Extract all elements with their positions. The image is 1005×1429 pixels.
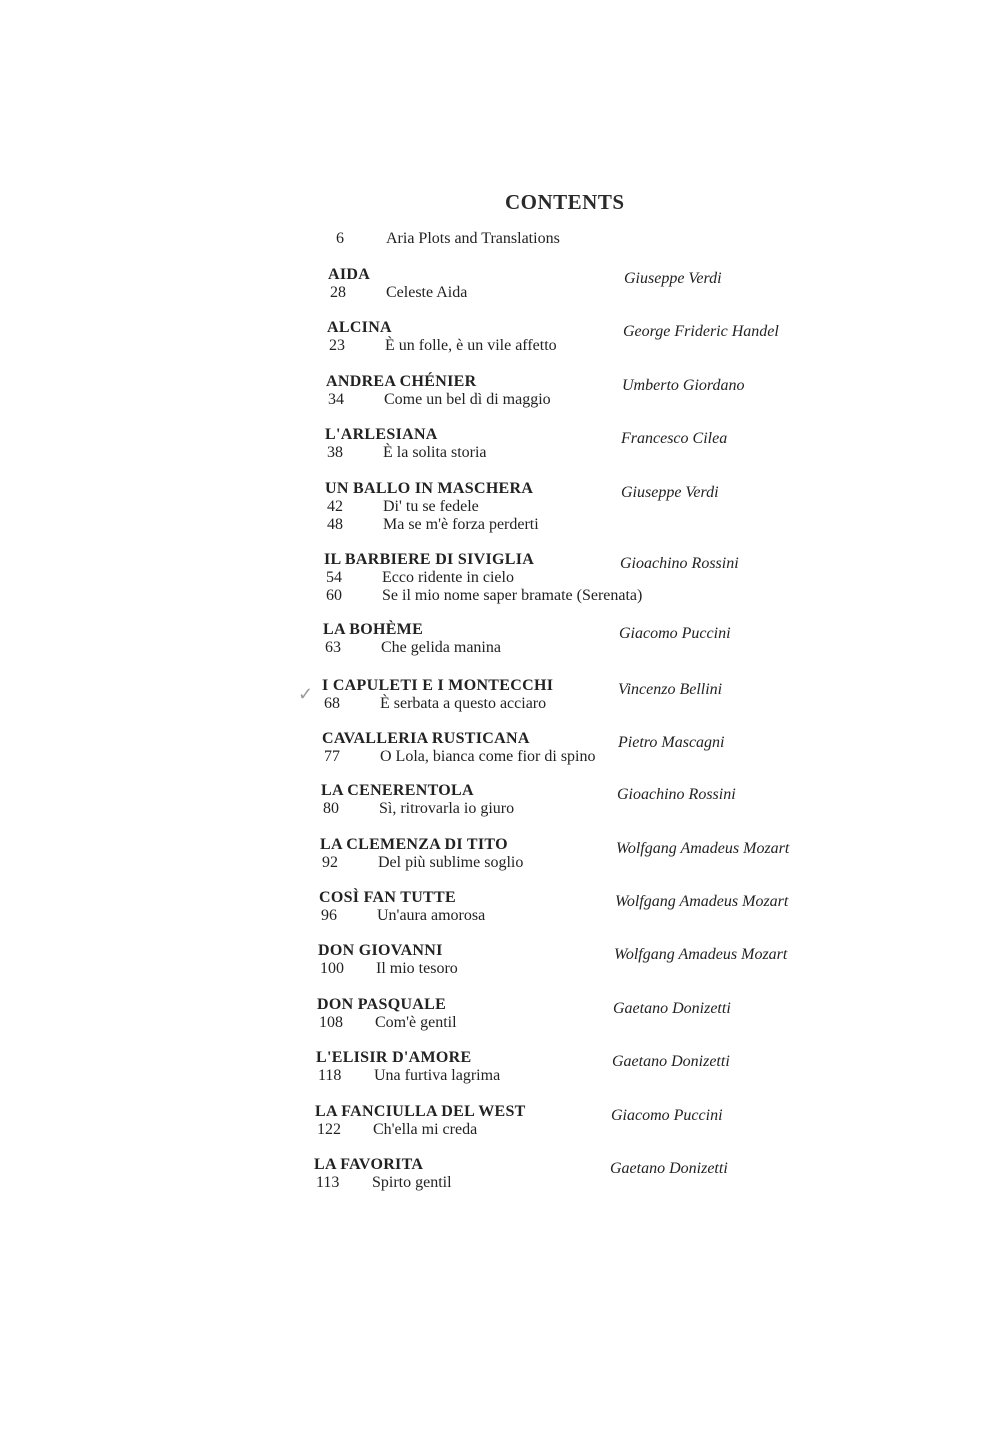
opera-entry — [322, 730, 802, 770]
page-number: 100 — [320, 960, 344, 977]
page-number: 42 — [327, 498, 343, 515]
aria-title: Di' tu se fedele — [383, 498, 479, 515]
opera-entry — [323, 621, 803, 661]
aria-title: Ecco ridente in cielo — [382, 569, 514, 586]
composer-name: Pietro Mascagni — [618, 734, 725, 751]
pencil-check-mark: ✓ — [298, 684, 314, 704]
aria-entry[interactable] — [326, 587, 642, 605]
opera-title: CAVALLERIA RUSTICANA — [322, 730, 530, 747]
aria-entry[interactable] — [316, 1174, 452, 1192]
page-number: 28 — [330, 284, 346, 301]
page-number: 92 — [322, 854, 338, 871]
opera-entry — [324, 551, 804, 604]
page-number: 96 — [321, 907, 337, 924]
aria-entry[interactable] — [324, 695, 546, 713]
composer-name: Gaetano Donizetti — [613, 1000, 731, 1017]
opera-title: LA FAVORITA — [314, 1156, 424, 1173]
aria-title: Se il mio nome saper bramate (Serenata) — [382, 587, 643, 604]
aria-title: Il mio tesoro — [376, 960, 458, 977]
opera-entry — [325, 480, 805, 533]
aria-title: Una furtiva lagrima — [374, 1067, 501, 1084]
aria-entry[interactable] — [325, 639, 501, 657]
composer-name: Gaetano Donizetti — [612, 1053, 730, 1070]
opera-entry — [317, 996, 797, 1036]
opera-title: DON GIOVANNI — [318, 942, 443, 959]
composer-name: Umberto Giordano — [622, 377, 745, 394]
composer-name: Francesco Cilea — [621, 430, 728, 447]
aria-entry[interactable] — [327, 444, 487, 462]
aria-title: Ch'ella mi creda — [373, 1121, 478, 1138]
opera-entry — [325, 426, 805, 466]
aria-title: Un'aura amorosa — [377, 907, 486, 924]
aria-entry[interactable] — [319, 1014, 457, 1032]
composer-name: George Frideric Handel — [623, 323, 779, 340]
aria-title: Del più sublime soglio — [378, 854, 524, 871]
aria-entry[interactable] — [318, 1067, 500, 1085]
aria-title: Che gelida manina — [381, 639, 501, 656]
page-number: 77 — [324, 748, 340, 765]
aria-entry[interactable] — [321, 907, 485, 925]
aria-entry[interactable] — [317, 1121, 477, 1139]
aria-entry[interactable] — [330, 284, 467, 302]
opera-title: L'ARLESIANA — [325, 426, 438, 443]
opera-title: LA FANCIULLA DEL WEST — [315, 1103, 526, 1120]
opera-title: COSÌ FAN TUTTE — [319, 889, 456, 906]
aria-entry[interactable] — [322, 854, 523, 872]
opera-entry — [327, 319, 807, 359]
aria-title: Spirto gentil — [372, 1174, 452, 1191]
aria-title: Celeste Aida — [386, 284, 468, 301]
composer-name: Giacomo Puccini — [619, 625, 731, 642]
page-title: CONTENTS — [505, 190, 625, 214]
aria-title: Com'è gentil — [375, 1014, 457, 1031]
page-number: 122 — [317, 1121, 341, 1138]
page-number: 6 — [336, 230, 344, 247]
opera-title: ANDREA CHÉNIER — [326, 373, 477, 390]
composer-name: Gioachino Rossini — [617, 786, 736, 803]
page-number: 60 — [326, 587, 342, 604]
page-number: 23 — [329, 337, 345, 354]
page-number: 63 — [325, 639, 341, 656]
opera-entry — [314, 1156, 794, 1196]
composer-name: Giuseppe Verdi — [624, 270, 722, 287]
page-number: 54 — [326, 569, 342, 586]
aria-title: Sì, ritrovarla io giuro — [379, 800, 515, 817]
opera-entry — [322, 677, 802, 717]
page-number: 34 — [328, 391, 344, 408]
opera-title: LA CENERENTOLA — [321, 782, 474, 799]
opera-entry — [316, 1049, 796, 1089]
opera-entry — [326, 373, 806, 413]
opera-entry — [328, 266, 808, 306]
opera-title: I CAPULETI E I MONTECCHI — [322, 677, 554, 694]
intro-entry[interactable] — [336, 230, 560, 248]
opera-entry — [321, 782, 801, 822]
page-number: 113 — [316, 1174, 340, 1191]
opera-title: ALCINA — [327, 319, 392, 336]
page-number: 108 — [319, 1014, 343, 1031]
opera-title: L'ELISIR D'AMORE — [316, 1049, 472, 1066]
page-number: 80 — [323, 800, 339, 817]
page-number: 68 — [324, 695, 340, 712]
aria-title: È la solita storia — [383, 444, 487, 461]
aria-entry[interactable] — [326, 569, 514, 587]
composer-name: Gaetano Donizetti — [610, 1160, 728, 1177]
composer-name: Wolfgang Amadeus Mozart — [616, 840, 790, 857]
opera-title: AIDA — [328, 266, 371, 283]
aria-entry[interactable] — [320, 960, 458, 978]
opera-title: DON PASQUALE — [317, 996, 447, 1013]
aria-title: Come un bel dì di maggio — [384, 391, 551, 408]
aria-entry[interactable] — [329, 337, 557, 355]
aria-title: Ma se m'è forza perderti — [383, 516, 539, 533]
opera-entry — [319, 889, 799, 929]
aria-entry[interactable] — [327, 498, 479, 516]
composer-name: Gioachino Rossini — [620, 555, 739, 572]
page-number: 48 — [327, 516, 343, 533]
aria-entry[interactable] — [323, 800, 514, 818]
page-number: 118 — [318, 1067, 342, 1084]
opera-title: UN BALLO IN MASCHERA — [325, 480, 534, 497]
opera-entry — [315, 1103, 795, 1143]
aria-title: È serbata a questo acciaro — [380, 695, 547, 712]
aria-entry[interactable] — [324, 748, 596, 766]
opera-title: IL BARBIERE DI SIVIGLIA — [324, 551, 535, 568]
page-number: 38 — [327, 444, 343, 461]
opera-title: LA BOHÈME — [323, 621, 424, 638]
composer-name: Giacomo Puccini — [611, 1107, 723, 1124]
aria-title: È un folle, è un vile affetto — [385, 337, 557, 354]
composer-name: Vincenzo Bellini — [618, 681, 723, 698]
composer-name: Wolfgang Amadeus Mozart — [615, 893, 789, 910]
composer-name: Giuseppe Verdi — [621, 484, 719, 501]
opera-entry — [318, 942, 798, 982]
aria-title: O Lola, bianca come fior di spino — [380, 748, 596, 765]
aria-entry[interactable] — [327, 516, 539, 534]
opera-entry — [320, 836, 800, 876]
composer-name: Wolfgang Amadeus Mozart — [614, 946, 788, 963]
opera-title: LA CLEMENZA DI TITO — [320, 836, 508, 853]
aria-entry[interactable] — [328, 391, 551, 409]
aria-title: Aria Plots and Translations — [386, 230, 560, 247]
